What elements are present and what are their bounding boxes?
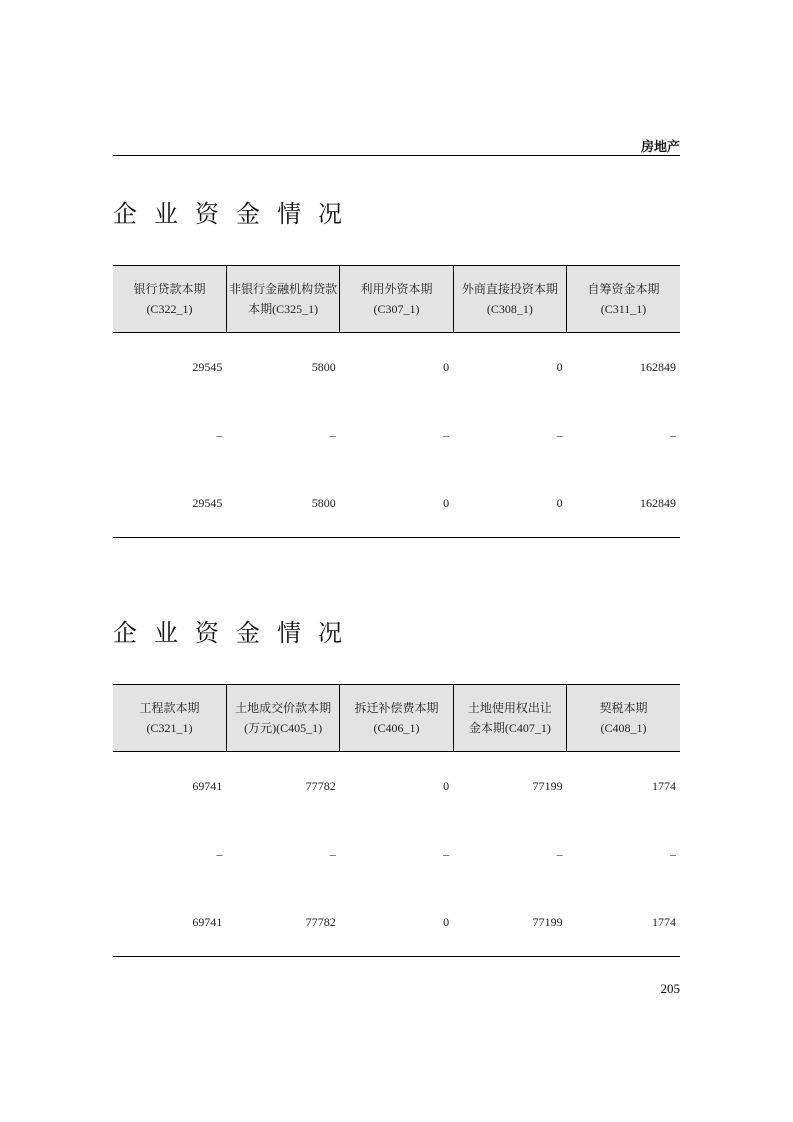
section-title-2: 企业资金情况 <box>113 619 359 647</box>
table-cell: 77199 <box>532 914 563 929</box>
table-cell: 0 <box>443 495 450 510</box>
column-header: 土地成交价款本期 (万元)(C405_1) <box>226 685 339 752</box>
table-cell: 1774 <box>652 914 676 929</box>
column-header: 契税本期 (C408_1) <box>599 701 648 735</box>
table-cell: 77782 <box>305 914 336 929</box>
table-cell: 77199 <box>532 778 563 793</box>
table-row <box>113 820 680 888</box>
table-cell: 69741 <box>192 914 223 929</box>
table-cell: 5800 <box>311 495 336 510</box>
column-header: 拆迁补偿费本期 (C406_1) <box>340 685 453 752</box>
table-cell: – <box>216 427 223 442</box>
header-rule <box>113 155 680 156</box>
table-cell: 1774 <box>652 778 676 793</box>
table-cell: 29545 <box>192 359 223 374</box>
table-cell: 0 <box>556 495 563 510</box>
column-header: 工程款本期 (C321_1) <box>113 685 226 752</box>
table-cell: – <box>556 846 563 861</box>
column-header: 非银行金融机构贷款 本期(C325_1) <box>226 266 339 333</box>
table-cell: – <box>329 846 336 861</box>
running-header-label: 房地产 <box>640 140 680 155</box>
table-row <box>113 401 680 469</box>
table-row <box>113 469 680 538</box>
table-row <box>113 752 680 821</box>
table-header-row <box>113 266 680 333</box>
table-cell: 162849 <box>640 359 676 374</box>
column-header: 外商直接投资本期 (C308_1) <box>453 266 566 333</box>
table-cell: 0 <box>443 359 450 374</box>
table-cell: – <box>329 427 336 442</box>
table-row <box>113 333 680 402</box>
table-cell: 69741 <box>192 778 223 793</box>
table-row <box>113 888 680 957</box>
table-cell: – <box>670 846 676 861</box>
table-cell: 0 <box>443 778 450 793</box>
table-cell: – <box>443 846 450 861</box>
section-title-1: 企业资金情况 <box>113 200 359 228</box>
table-cell: – <box>216 846 223 861</box>
table-header-row <box>113 685 680 752</box>
column-header: 自筹资金本期 (C311_1) <box>587 282 660 316</box>
table-cell: 0 <box>443 914 450 929</box>
funds-table-2 <box>113 684 680 957</box>
table-cell: – <box>443 427 450 442</box>
column-header: 利用外资本期 (C307_1) <box>340 266 453 333</box>
page-number: 205 <box>660 981 680 996</box>
table-cell: – <box>670 427 676 442</box>
table-cell: 29545 <box>192 495 223 510</box>
table-cell: – <box>556 427 563 442</box>
table-cell: 162849 <box>640 495 676 510</box>
table-cell: 77782 <box>305 778 336 793</box>
column-header: 土地使用权出让 金本期(C407_1) <box>453 685 566 752</box>
column-header: 银行贷款本期 (C322_1) <box>113 266 226 333</box>
table-cell: 0 <box>556 359 563 374</box>
funds-table-1 <box>113 265 680 538</box>
table-cell: 5800 <box>311 359 336 374</box>
